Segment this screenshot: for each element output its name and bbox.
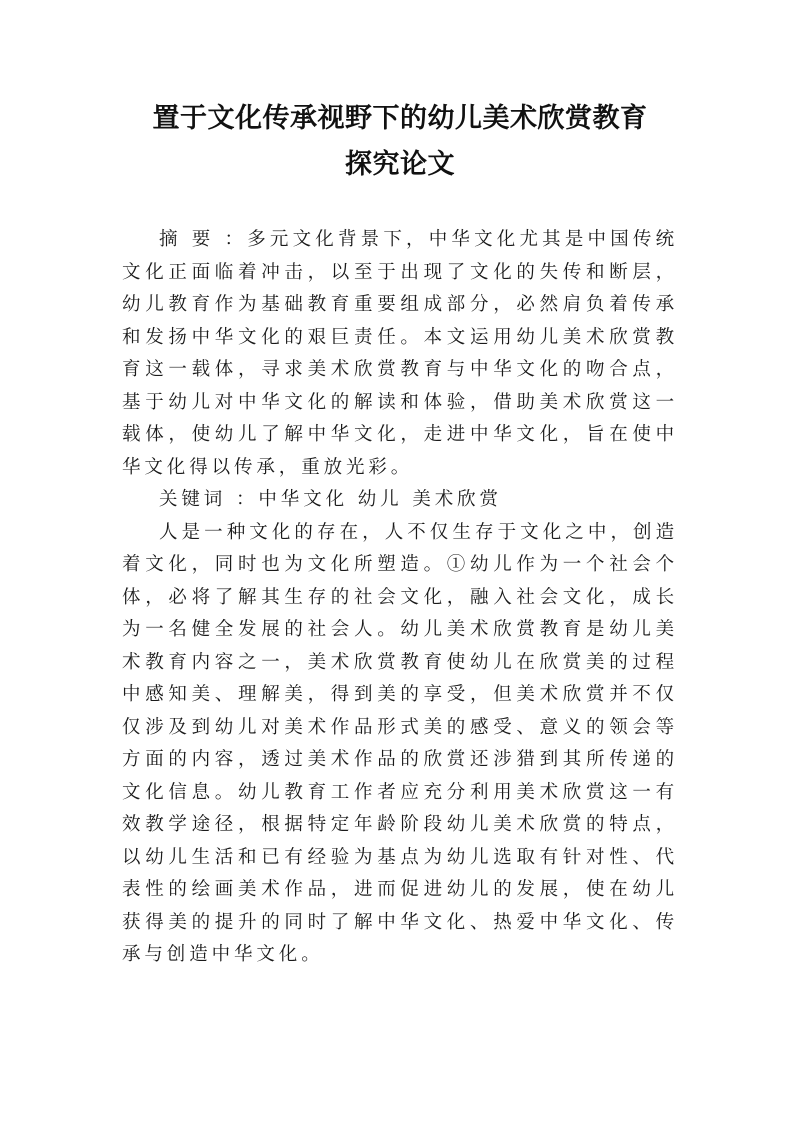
title-line-1: 置于文化传承视野下的幼儿美术欣赏教育 — [152, 103, 648, 134]
abstract-paragraph — [122, 224, 678, 484]
keywords-label: 关键词 ： — [159, 489, 259, 510]
body-paragraph: 人是一种文化的存在，人不仅生存于文化之中，创造着文化，同时也为文化所塑造。①幼儿作为一个社会个体，必将了解其生存的社会文化，融入社会文化，成长为一名健全发展的社会人。幼儿美术欣赏教育是幼儿美术教育内容之一，美术欣赏教育使幼儿在欣赏美的过程中感知美、理解美，得到美的享受，但美术欣赏并不仅仅涉及到幼儿对美术作品形式美的感受、意义的领会等方面的内容，透过美术作品的欣赏还涉猎到其所传递的文化信息。幼儿教育工作者应充分利用美术欣赏这一有效教学途径，根据特定年龄阶段幼儿美术欣赏的特点，以幼儿生活和已有经验为基点为幼儿选取有针对性、代表性的绘画美术作品，进而促进幼儿的发展，使在幼儿获得美的提升的同时了解中华文化、热爱中华文化、传承与创造中华文化。 — [122, 521, 678, 965]
document-title — [100, 96, 700, 188]
title-line-2: 探究论文 — [345, 149, 455, 180]
abstract-text: 多元文化背景下，中华文化尤其是中国传统文化正面临着冲击，以至于出现了文化的失传和断层，幼儿教育作为基础教育重要组成部分，必然肩负着传承和发扬中华文化的艰巨责任。本文运用幼儿美术欣赏教育这一载体，寻求美术欣赏教育与中华文化的吻合点，基于幼儿对中华文化的解读和体验，借助美术欣赏这一载体，使幼儿了解中华文化，走进中华文化，旨在使中华文化得以传承，重放光彩。 — [122, 229, 678, 478]
keywords-paragraph — [122, 484, 678, 517]
document-body — [122, 224, 678, 972]
keywords-text: 中华文化 幼儿 美术欣赏 — [258, 489, 502, 510]
abstract-label: 摘 要 ： — [159, 229, 248, 250]
